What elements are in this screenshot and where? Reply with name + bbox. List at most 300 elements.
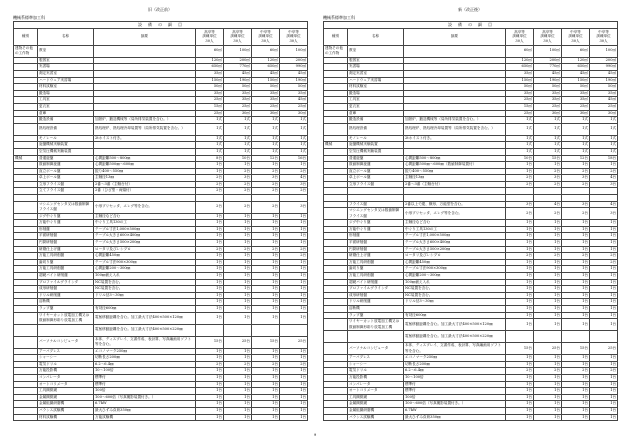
category-cell bbox=[14, 123, 38, 135]
spec-cell: 本体、ディスプレイ、文書作成、表計算、写真編画用ソフト等を含む。 bbox=[404, 343, 506, 355]
quantity-cell: 1台 bbox=[196, 299, 224, 306]
quantity-cell: 1台 bbox=[224, 348, 252, 355]
quantity-cell: 1台 bbox=[252, 286, 280, 293]
quantity-cell: 190㎡ bbox=[590, 77, 618, 84]
table-row bbox=[324, 181, 618, 188]
category-cell bbox=[14, 110, 38, 117]
quantity-cell: 1台 bbox=[590, 401, 618, 408]
quantity-cell: 35㎡ bbox=[590, 90, 618, 97]
spec-cell: 2tホイスト付き。 bbox=[94, 135, 196, 142]
table-row bbox=[14, 355, 308, 362]
table-row bbox=[14, 414, 308, 421]
category-cell bbox=[14, 135, 38, 142]
quantity-cell: 1式 bbox=[196, 148, 224, 155]
table-row bbox=[324, 195, 618, 202]
quantity-cell: 1式 bbox=[196, 142, 224, 149]
spec-cell bbox=[94, 142, 196, 149]
spec-cell bbox=[404, 57, 506, 64]
spec-cell: 心間距離450㎜ bbox=[94, 253, 196, 260]
quantity-cell: 1台 bbox=[252, 368, 280, 375]
quantity-cell: 2台 bbox=[280, 246, 308, 253]
quantity-cell: 2台 bbox=[196, 188, 224, 195]
quantity-cell: 1台 bbox=[562, 414, 590, 421]
quantity-cell: 1台 bbox=[506, 381, 534, 388]
quantity-cell: 35㎡ bbox=[562, 97, 590, 104]
table-row bbox=[324, 142, 618, 149]
quantity-cell: 1台 bbox=[252, 305, 280, 312]
quantity-cell: 35㎡ bbox=[252, 97, 280, 104]
quantity-cell: 1台 bbox=[506, 319, 534, 331]
category-cell bbox=[324, 381, 348, 388]
spec-cell: 10〜100倍 bbox=[404, 374, 506, 381]
table-row bbox=[324, 414, 618, 421]
spec-cell: 電極移動距離を含む。加工最大寸法400×500×220㎜ bbox=[404, 331, 506, 343]
equipment-name-cell: 円筒研削盤 bbox=[38, 240, 94, 247]
quantity-cell: 120㎡ bbox=[196, 57, 224, 64]
category-cell bbox=[14, 168, 38, 175]
spec-cell: 標準付 bbox=[404, 388, 506, 395]
quantity-cell: 3台 bbox=[280, 201, 308, 213]
table-row bbox=[324, 246, 618, 253]
category-cell bbox=[14, 162, 38, 169]
spec-cell: 6.2〜6.4㎜ bbox=[404, 368, 506, 375]
quantity-cell: 1台 bbox=[224, 292, 252, 299]
quantity-cell: 1台 bbox=[562, 305, 590, 312]
category-cell bbox=[14, 213, 38, 220]
quantity-cell: 1台 bbox=[252, 220, 280, 227]
spec-cell: 振り400〜550㎜ bbox=[404, 168, 506, 175]
equipment-name-cell: 形削盤 bbox=[38, 226, 94, 233]
spec-cell: 小形プリセッタ、エレグ等を含む。 bbox=[404, 208, 506, 220]
equipment-name-cell: 更衣室 bbox=[348, 103, 404, 110]
quantity-cell: 1台 bbox=[562, 240, 590, 247]
equipment-name-cell: 平面研削盤 bbox=[38, 233, 94, 240]
quantity-cell: 1台 bbox=[534, 319, 562, 331]
quantity-cell: 25㎡ bbox=[534, 103, 562, 110]
quantity-cell: 1台 bbox=[506, 312, 534, 319]
spec-cell bbox=[404, 45, 506, 57]
quantity-cell: 1台 bbox=[196, 168, 224, 175]
equipment-name-cell: パーソナルコンピュータ bbox=[348, 343, 404, 355]
spec-cell: 心間距離500㎜〜600㎜ bbox=[94, 162, 196, 169]
quantity-cell: 150㎡ bbox=[252, 77, 280, 84]
spec-cell: エコノマーク250㎜ bbox=[94, 348, 196, 355]
category-cell bbox=[14, 246, 38, 253]
category-cell bbox=[14, 117, 38, 124]
spec-cell bbox=[94, 148, 196, 155]
quantity-cell: 1台 bbox=[224, 388, 252, 395]
quantity-cell: 120㎡ bbox=[506, 57, 534, 64]
category-cell bbox=[324, 312, 348, 319]
equipment-name-cell: モノレール bbox=[38, 135, 94, 142]
quantity-cell: 1台 bbox=[196, 414, 224, 421]
quantity-cell: 1台 bbox=[224, 368, 252, 375]
empty-cell bbox=[38, 195, 94, 202]
spec-cell bbox=[404, 84, 506, 91]
quantity-cell: 3台 bbox=[534, 175, 562, 182]
spec-cell: 100〜600倍（写真撮影装置付き。） bbox=[404, 401, 506, 408]
quantity-cell: 1台 bbox=[590, 414, 618, 421]
panel-header: 旧（改正前） bbox=[148, 7, 172, 12]
quantity-cell: 2台 bbox=[252, 246, 280, 253]
quantity-cell: 1台 bbox=[280, 348, 308, 355]
category-cell bbox=[324, 57, 348, 64]
quantity-cell: 2台 bbox=[562, 208, 590, 220]
quantity-cell: 1台 bbox=[506, 259, 534, 266]
category-cell bbox=[324, 305, 348, 312]
category-cell bbox=[324, 70, 348, 77]
quantity-cell: 25㎡ bbox=[196, 110, 224, 117]
quantity-cell: 3台 bbox=[224, 175, 252, 182]
table-row bbox=[14, 394, 308, 401]
category-cell: 機械 bbox=[324, 142, 348, 149]
quantity-cell: 1台 bbox=[562, 226, 590, 233]
panel-header: 新（改正後） bbox=[458, 7, 482, 12]
category-cell bbox=[14, 84, 38, 91]
category-cell bbox=[324, 155, 348, 162]
quantity-cell: 12台 bbox=[252, 155, 280, 162]
quantity-cell: 100㎡ bbox=[224, 45, 252, 57]
category-cell: 機械 bbox=[14, 155, 38, 162]
table-row bbox=[14, 259, 308, 266]
spec-cell: 電極移動距離を含む。加工最大寸法400×500×120㎜ bbox=[94, 312, 196, 324]
equipment-name-cell: コンパレータ bbox=[348, 381, 404, 388]
spec-cell: テーブル寸法900×300㎜ bbox=[94, 259, 196, 266]
quantity-cell: 650㎡ bbox=[196, 64, 224, 71]
equipment-name-cell: プロファイルグラインダ bbox=[38, 279, 94, 286]
quantity-cell: 2台 bbox=[506, 175, 534, 182]
spec-cell bbox=[404, 103, 506, 110]
quantity-cell: 1台 bbox=[196, 286, 224, 293]
quantity-cell: 1台 bbox=[562, 299, 590, 306]
empty-cell bbox=[14, 195, 38, 202]
quantity-cell: 15台 bbox=[562, 343, 590, 355]
quantity-cell: 1台 bbox=[280, 388, 308, 395]
category-cell bbox=[14, 299, 38, 306]
quantity-cell: 1式 bbox=[280, 142, 308, 149]
quantity-cell: 100㎡ bbox=[590, 45, 618, 57]
quantity-cell: 1台 bbox=[590, 374, 618, 381]
quantity-cell: 1台 bbox=[562, 220, 590, 227]
quantity-cell: 1台 bbox=[562, 388, 590, 395]
table-row bbox=[324, 305, 618, 312]
spec-cell: 熱処理炉、熱処理冷却装置等（局所排気装置を含む。） bbox=[404, 123, 506, 135]
quantity-cell: 1台 bbox=[590, 319, 618, 331]
category-cell bbox=[14, 175, 38, 182]
quantity-cell: 1台 bbox=[534, 286, 562, 293]
table-row bbox=[14, 90, 308, 97]
category-cell bbox=[324, 331, 348, 343]
table-row bbox=[14, 266, 308, 273]
spec-cell bbox=[404, 148, 506, 155]
quantity-cell: 1台 bbox=[224, 273, 252, 280]
quantity-cell: 1台 bbox=[590, 233, 618, 240]
quantity-cell: 2台 bbox=[224, 181, 252, 188]
quantity-cell: 1台 bbox=[562, 162, 590, 169]
quantity-cell: 1台 bbox=[196, 162, 224, 169]
quantity-cell: 1台 bbox=[562, 394, 590, 401]
quantity-cell: 1式 bbox=[280, 117, 308, 124]
quantity-cell: 1台 bbox=[196, 233, 224, 240]
empty-cell bbox=[534, 195, 562, 202]
quantity-cell: 1式 bbox=[506, 148, 534, 155]
quantity-cell: 1台 bbox=[506, 374, 534, 381]
quantity-cell bbox=[224, 324, 252, 336]
quantity-cell: 15台 bbox=[534, 155, 562, 162]
table-row bbox=[324, 279, 618, 286]
category-cell bbox=[14, 348, 38, 355]
quantity-cell: 1台 bbox=[590, 266, 618, 273]
quantity-cell: 190㎡ bbox=[224, 77, 252, 84]
table-row bbox=[324, 57, 618, 64]
quantity-cell: 1台 bbox=[534, 305, 562, 312]
equipment-name-cell: 鍛造場 bbox=[38, 90, 94, 97]
quantity-cell: 45㎡ bbox=[562, 70, 590, 77]
equipment-name-cell: ワイヤーカット放電加工機又は数値制御形彫り放電加工機 bbox=[348, 319, 404, 331]
quantity-cell: 25台 bbox=[590, 343, 618, 355]
quantity-cell: 1台 bbox=[252, 381, 280, 388]
column-header-grade: 中卒等 訓練単位 30人 bbox=[280, 28, 308, 45]
table-row bbox=[324, 240, 618, 247]
quantity-cell bbox=[534, 331, 562, 343]
quantity-cell: 1台 bbox=[252, 355, 280, 362]
empty-cell bbox=[224, 195, 252, 202]
quantity-cell: 1台 bbox=[252, 414, 280, 421]
column-header-name: 名称 bbox=[38, 28, 94, 45]
quantity-cell: 25台 bbox=[224, 336, 252, 348]
table-row bbox=[324, 188, 618, 195]
empty-cell bbox=[348, 188, 404, 195]
quantity-cell: 1台 bbox=[534, 394, 562, 401]
table-row bbox=[14, 246, 308, 253]
category-cell bbox=[324, 84, 348, 91]
spec-cell: 万能試験機 bbox=[94, 414, 196, 421]
category-cell bbox=[14, 394, 38, 401]
quantity-cell: 18台 bbox=[590, 155, 618, 162]
category-cell bbox=[14, 201, 38, 213]
quantity-cell: 150㎡ bbox=[196, 77, 224, 84]
quantity-cell: 1台 bbox=[590, 355, 618, 362]
spec-cell: 切断長さ200㎜ bbox=[404, 361, 506, 368]
quantity-cell: 2台 bbox=[506, 368, 534, 375]
category-cell bbox=[324, 240, 348, 247]
spec-cell bbox=[94, 110, 196, 117]
equipment-name-cell: 鍛造場 bbox=[348, 90, 404, 97]
quantity-cell: 60㎡ bbox=[196, 45, 224, 57]
equipment-name-cell: 成形研削盤 bbox=[348, 292, 404, 299]
quantity-cell: 10台 bbox=[506, 155, 534, 162]
quantity-cell: 1式 bbox=[280, 123, 308, 135]
quantity-cell: 2台 bbox=[252, 188, 280, 195]
equipment-name-cell: 測定実習室 bbox=[348, 70, 404, 77]
quantity-cell: 1台 bbox=[252, 348, 280, 355]
quantity-cell: 45㎡ bbox=[590, 97, 618, 104]
quantity-cell: 1台 bbox=[506, 273, 534, 280]
quantity-cell: 2台 bbox=[506, 181, 534, 188]
table-row bbox=[324, 233, 618, 240]
quantity-cell: 1台 bbox=[534, 246, 562, 253]
category-cell bbox=[14, 368, 38, 375]
table-row bbox=[324, 319, 618, 331]
equipment-name-cell: 材料試験室 bbox=[38, 84, 94, 91]
quantity-cell: 25㎡ bbox=[506, 110, 534, 117]
quantity-cell: 1式 bbox=[252, 148, 280, 155]
table-row bbox=[14, 135, 308, 142]
quantity-cell: 50㎡ bbox=[590, 84, 618, 91]
table-row bbox=[14, 181, 308, 188]
spec-cell: 標準付 bbox=[404, 381, 506, 388]
category-cell bbox=[14, 286, 38, 293]
table-row bbox=[324, 331, 618, 343]
quantity-cell: 1台 bbox=[534, 299, 562, 306]
quantity-cell: 1式 bbox=[252, 117, 280, 124]
quantity-cell: 45㎡ bbox=[280, 97, 308, 104]
quantity-cell: 1台 bbox=[252, 162, 280, 169]
quantity-cell: 1式 bbox=[562, 148, 590, 155]
category-cell bbox=[14, 226, 38, 233]
spec-cell bbox=[94, 77, 196, 84]
category-cell bbox=[14, 77, 38, 84]
quantity-cell: 45㎡ bbox=[252, 70, 280, 77]
quantity-cell: 650㎡ bbox=[252, 64, 280, 71]
spec-cell: 2tホイスト付き。 bbox=[404, 135, 506, 142]
category-cell bbox=[324, 246, 348, 253]
table-row bbox=[14, 381, 308, 388]
table-row bbox=[14, 195, 308, 202]
spec-cell: NC装置を含む。 bbox=[404, 286, 506, 293]
category-cell bbox=[14, 388, 38, 395]
category-cell bbox=[14, 233, 38, 240]
quantity-cell: 1台 bbox=[590, 220, 618, 227]
quantity-cell: 2台 bbox=[224, 361, 252, 368]
spec-cell: 100〜600倍（写真撮影装置付き。） bbox=[94, 394, 196, 401]
table-row bbox=[324, 368, 618, 375]
table-row bbox=[324, 407, 618, 414]
quantity-cell: 1台 bbox=[506, 361, 534, 368]
category-cell bbox=[324, 374, 348, 381]
quantity-cell: 1式 bbox=[534, 123, 562, 135]
equipment-name-cell: ハードウェア実習場 bbox=[348, 77, 404, 84]
spec-cell: 熱処理炉、熱処理冷却装置等（局所排気装置を含む。） bbox=[94, 123, 196, 135]
quantity-cell: 1台 bbox=[196, 401, 224, 408]
category-cell bbox=[14, 220, 38, 227]
quantity-cell: 1式 bbox=[506, 117, 534, 124]
quantity-cell: 1式 bbox=[506, 123, 534, 135]
table-row bbox=[324, 155, 618, 162]
quantity-cell: 1台 bbox=[280, 213, 308, 220]
quantity-cell: 1台 bbox=[196, 266, 224, 273]
table-row bbox=[14, 336, 308, 348]
quantity-cell: 1台 bbox=[590, 381, 618, 388]
equipment-name-cell: 万能投影機 bbox=[348, 374, 404, 381]
quantity-cell: 1台 bbox=[590, 407, 618, 414]
equipment-name-cell: 直立ボール盤 bbox=[38, 168, 94, 175]
quantity-cell: 30㎡ bbox=[534, 110, 562, 117]
category-cell bbox=[14, 312, 38, 324]
equipment-name-cell: 教室 bbox=[348, 45, 404, 57]
category-cell bbox=[324, 343, 348, 355]
quantity-cell: 190㎡ bbox=[534, 77, 562, 84]
quantity-cell: 1台 bbox=[196, 220, 224, 227]
category-cell bbox=[14, 381, 38, 388]
quantity-cell: 35㎡ bbox=[224, 97, 252, 104]
spec-cell: ドリル径3〜30㎜ bbox=[404, 299, 506, 306]
table-row bbox=[324, 394, 618, 401]
quantity-cell: 1台 bbox=[252, 279, 280, 286]
spec-cell bbox=[404, 305, 506, 312]
empty-cell bbox=[506, 195, 534, 202]
quantity-cell: 1台 bbox=[590, 273, 618, 280]
spec-cell: 2番以上で縦、横形、万能型を含む。 bbox=[404, 201, 506, 208]
quantity-cell: 1台 bbox=[534, 312, 562, 319]
quantity-cell: 1台 bbox=[506, 168, 534, 175]
spec-cell: 100倍 bbox=[94, 388, 196, 395]
quantity-cell: 1台 bbox=[252, 259, 280, 266]
table-row bbox=[324, 45, 618, 57]
category-cell bbox=[14, 266, 38, 273]
table-row bbox=[324, 355, 618, 362]
quantity-cell: 2台 bbox=[196, 181, 224, 188]
column-header-name: 名称 bbox=[348, 28, 404, 45]
spec-cell bbox=[94, 70, 196, 77]
quantity-cell: 25㎡ bbox=[196, 97, 224, 104]
quantity-cell: 1台 bbox=[280, 259, 308, 266]
quantity-cell: 1台 bbox=[534, 162, 562, 169]
quantity-cell: 25㎡ bbox=[224, 103, 252, 110]
quantity-cell: 1式 bbox=[252, 123, 280, 135]
quantity-cell: 1台 bbox=[590, 226, 618, 233]
quantity-cell: 2台 bbox=[562, 181, 590, 188]
equipment-name-cell: モノレール bbox=[348, 135, 404, 142]
quantity-cell: 120㎡ bbox=[252, 57, 280, 64]
quantity-cell: 1式 bbox=[590, 148, 618, 155]
category-cell bbox=[14, 374, 38, 381]
quantity-cell bbox=[252, 324, 280, 336]
quantity-cell: 1台 bbox=[534, 374, 562, 381]
category-cell bbox=[14, 240, 38, 247]
category-cell bbox=[14, 148, 38, 155]
spec-cell bbox=[94, 103, 196, 110]
quantity-cell: 1台 bbox=[506, 233, 534, 240]
spec-cell bbox=[94, 299, 196, 306]
quantity-cell: 1台 bbox=[196, 292, 224, 299]
quantity-cell: 1台 bbox=[280, 220, 308, 227]
equipment-name-cell: マシニングセンタ又は数値制御フライス盤 bbox=[348, 208, 404, 220]
quantity-cell: 1台 bbox=[280, 273, 308, 280]
table-row bbox=[324, 162, 618, 169]
quantity-cell: 1台 bbox=[562, 266, 590, 273]
quantity-cell: 1台 bbox=[562, 246, 590, 253]
spec-cell: テーブル大きさ500×200㎜ bbox=[94, 240, 196, 247]
spec-cell: 主軸径など含む bbox=[404, 220, 506, 227]
quantity-cell bbox=[562, 331, 590, 343]
spec-cell: 10〜100倍 bbox=[94, 368, 196, 375]
category-cell bbox=[324, 355, 348, 362]
quantity-cell: 1式 bbox=[224, 135, 252, 142]
equipment-name-cell: 工具室 bbox=[38, 97, 94, 104]
quantity-cell: 1台 bbox=[224, 213, 252, 220]
quantity-cell: 100㎡ bbox=[280, 45, 308, 57]
quantity-cell: 1台 bbox=[534, 259, 562, 266]
spec-cell bbox=[94, 90, 196, 97]
category-cell bbox=[14, 361, 38, 368]
quantity-cell bbox=[590, 331, 618, 343]
quantity-cell: 1台 bbox=[590, 388, 618, 395]
spec-cell: 心間距離200〜300㎜ bbox=[404, 273, 506, 280]
equipment-name-cell: ハードウェア実習場 bbox=[38, 77, 94, 84]
quantity-cell: 1式 bbox=[534, 142, 562, 149]
equipment-name-cell bbox=[38, 324, 94, 336]
